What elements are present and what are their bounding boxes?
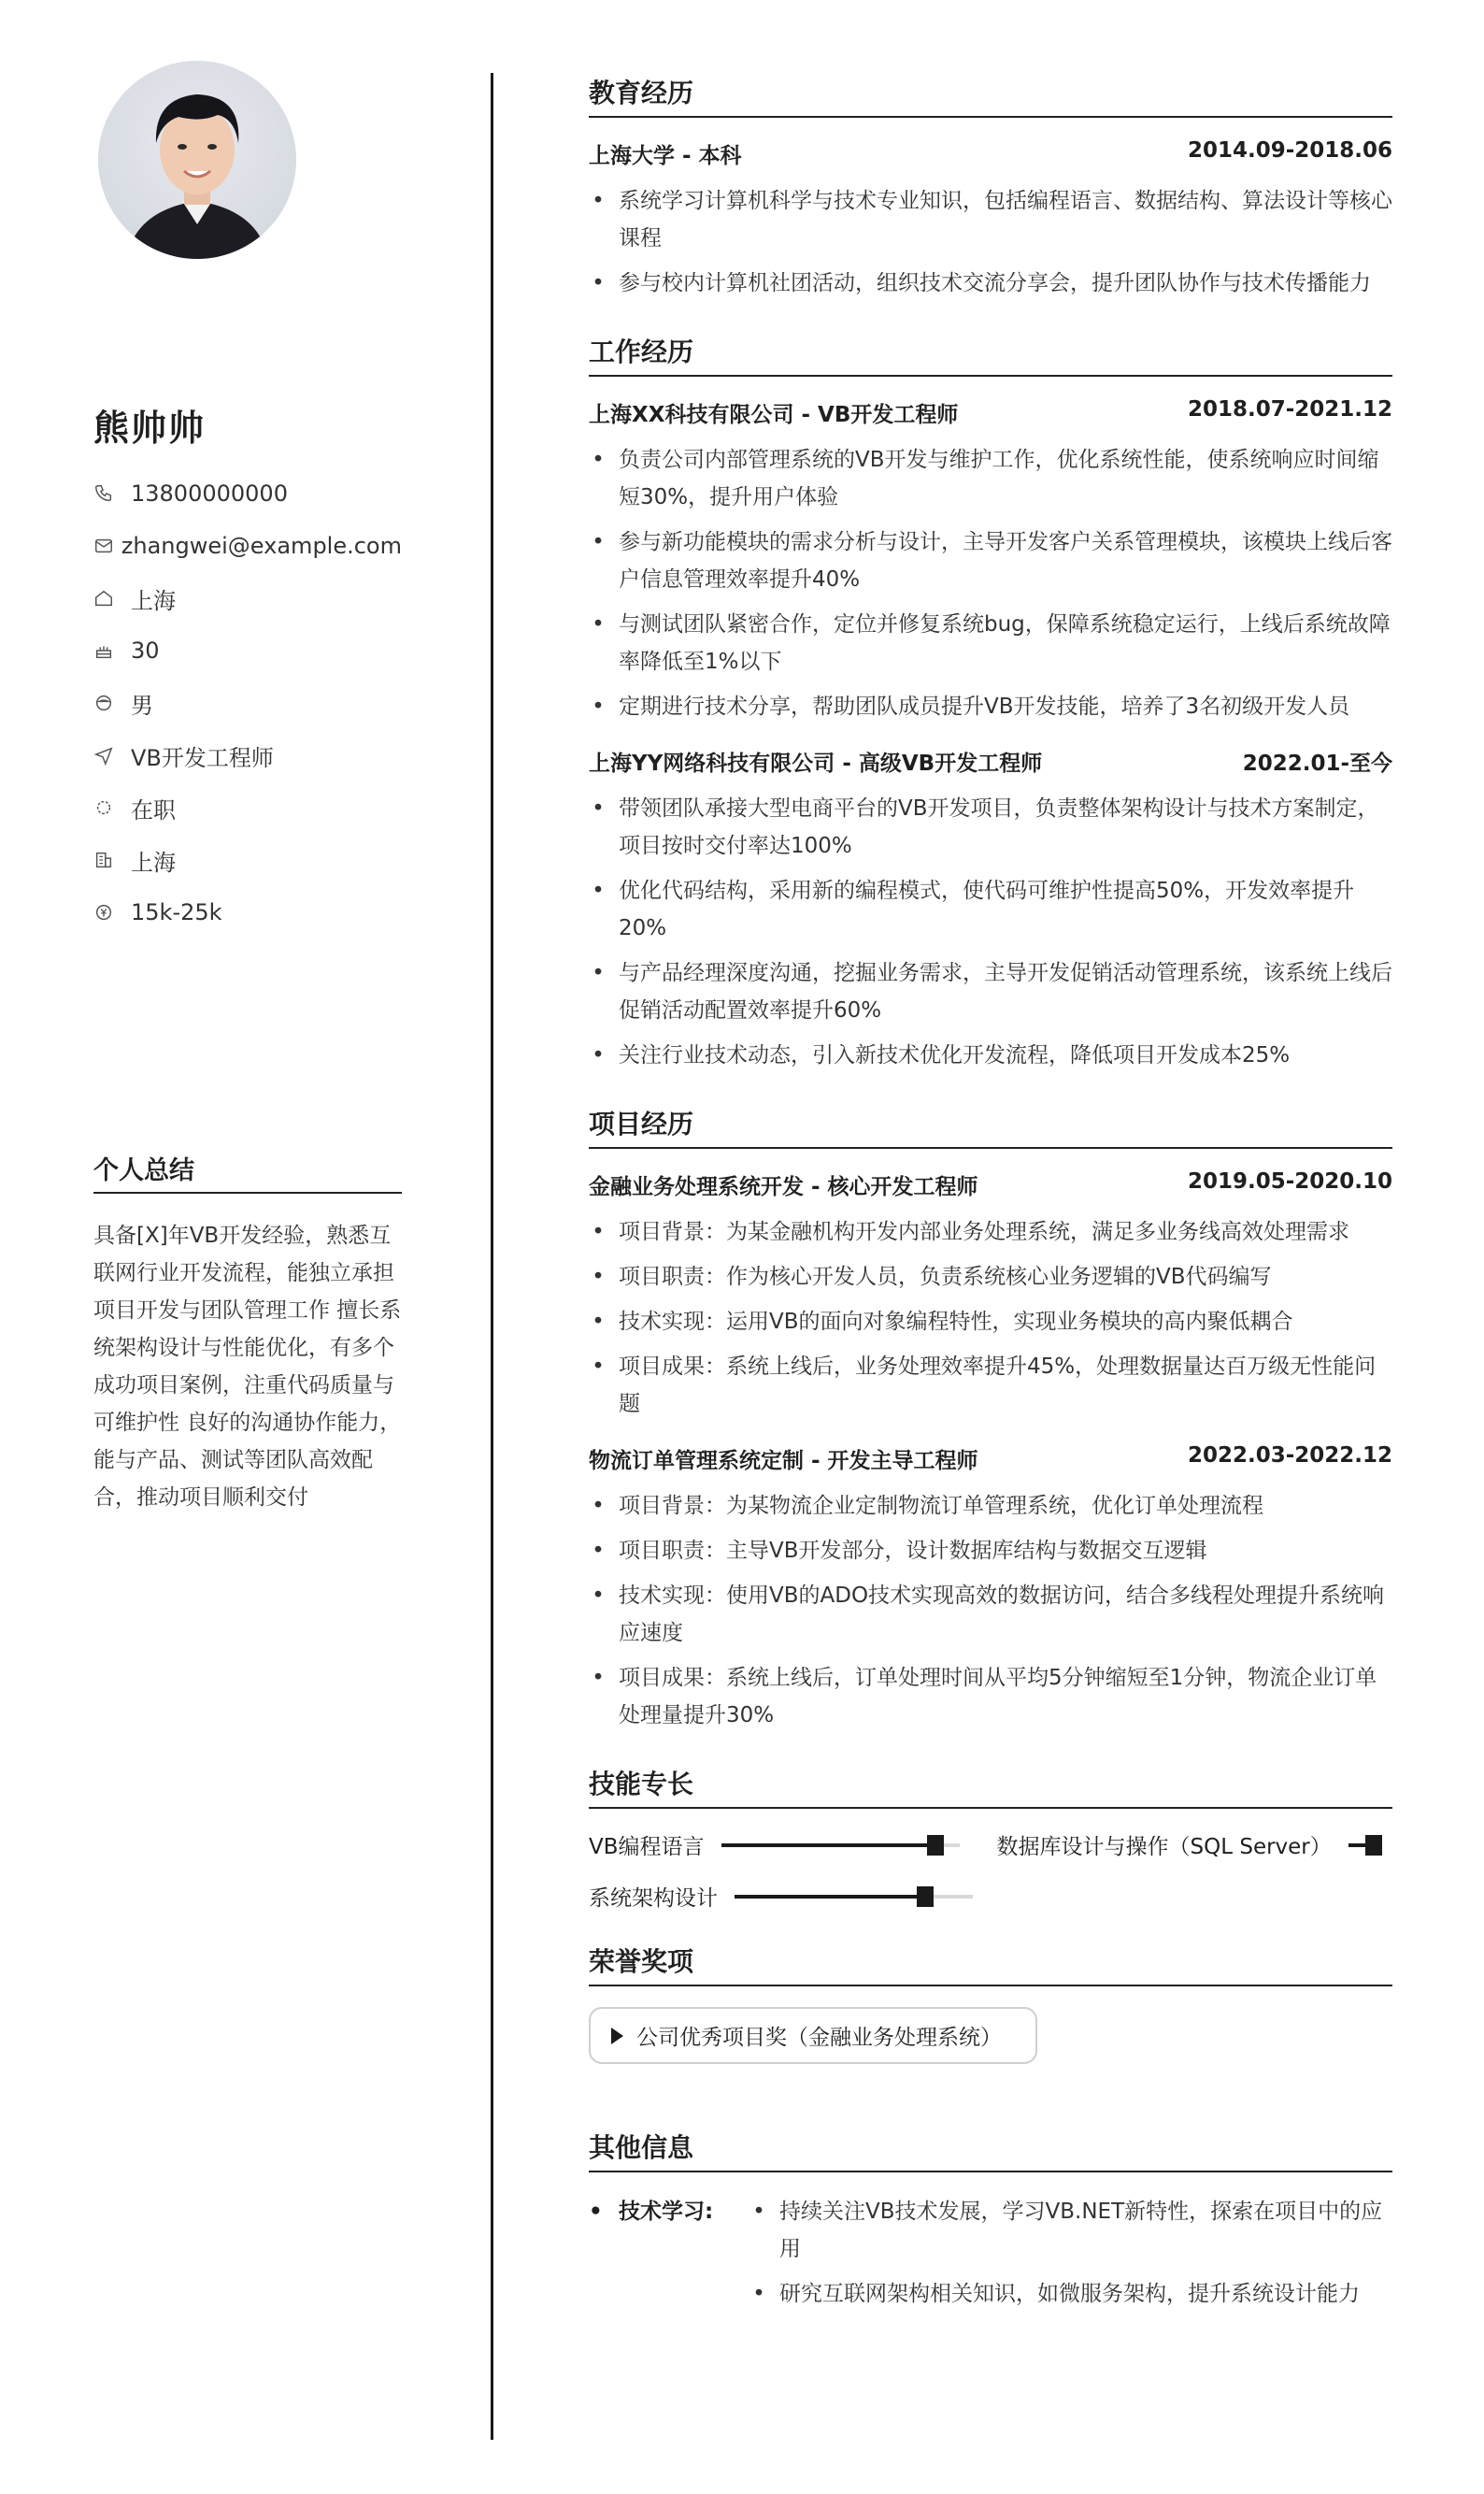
info-phone xyxy=(93,467,402,520)
avatar xyxy=(98,61,296,259)
bullet-item: • 技术实现：运用VB的面向对象编程特性，实现业务模块的高内聚低耦合 xyxy=(589,1303,1392,1340)
entry-name: 物流订单管理系统定制 - 开发主导工程师 xyxy=(589,1449,978,1473)
bullet-item: • 定期进行技术分享，帮助团队成员提升VB开发技能，培养了3名初级开发人员 xyxy=(589,688,1392,725)
skill-item xyxy=(997,1829,1377,1860)
send-icon xyxy=(93,745,131,766)
phone-text: 13800000000 xyxy=(131,480,288,507)
info-city xyxy=(93,834,402,886)
salary-icon xyxy=(93,902,131,923)
column-divider xyxy=(491,73,493,2440)
avatar-photo-icon xyxy=(98,61,296,259)
contact-info xyxy=(93,467,402,939)
entry-date: 2022.01-至今 xyxy=(1242,752,1392,776)
email-text: zhangwei@example.com xyxy=(121,533,402,559)
cake-icon xyxy=(93,640,131,661)
skills-section xyxy=(589,1764,1392,1912)
position-text: VB开发工程师 xyxy=(131,744,274,771)
bullet-item: • 关注行业技术动态，引入新技术优化开发流程，降低项目开发成本25% xyxy=(589,1037,1392,1074)
home-icon xyxy=(93,588,131,609)
entry-name: 上海XX科技有限公司 - VB开发工程师 xyxy=(589,403,959,427)
status-text: 在职 xyxy=(131,796,176,824)
project-entry xyxy=(589,1169,1392,1423)
bullet-item: • 持续关注VB技术发展，学习VB.NET新特性，探索在项目中的应用 xyxy=(749,2193,1392,2268)
bullet-item: • 参与新功能模块的需求分析与设计，主导开发客户关系管理模块，该模块上线后客户信息管理效率提升40% xyxy=(589,523,1392,598)
info-position xyxy=(93,729,402,781)
entry-date: 2014.09-2018.06 xyxy=(1187,138,1392,163)
bullet-item: • 与产品经理深度沟通，挖掘业务需求，主导开发促销活动管理系统，该系统上线后促销活动配置效率提升60% xyxy=(589,954,1392,1029)
gender-icon xyxy=(93,693,131,713)
awards-title: 荣誉奖项 xyxy=(589,1942,1392,1986)
education-section xyxy=(589,73,1392,302)
age-text: 30 xyxy=(131,638,160,664)
skill-bar xyxy=(721,1843,960,1847)
building-icon xyxy=(93,850,131,870)
other-label: • 技术学习: xyxy=(589,2193,749,2320)
bullet-item: • 负责公司内部管理系统的VB开发与维护工作，优化系统性能，使系统响应时间缩短30%，提升用户体验 xyxy=(589,441,1392,516)
work-entry xyxy=(589,397,1392,725)
info-location xyxy=(93,572,402,624)
bullet-item: • 项目职责：主导VB开发部分，设计数据库结构与数据交互逻辑 xyxy=(589,1532,1392,1570)
work-section xyxy=(589,332,1392,1074)
projects-title: 项目经历 xyxy=(589,1104,1392,1149)
work-entry xyxy=(589,746,1392,1074)
awards-section xyxy=(589,1942,1392,2098)
entry-name: 上海大学 - 本科 xyxy=(589,144,742,168)
skill-bar-fill xyxy=(721,1843,936,1847)
info-status xyxy=(93,781,402,834)
other-list xyxy=(749,2193,1392,2320)
person-name: 熊帅帅 xyxy=(93,408,207,449)
info-email xyxy=(93,520,402,572)
skill-name: 系统架构设计 xyxy=(589,1886,718,1911)
skill-bar-knob xyxy=(1365,1835,1382,1856)
location-text: 上海 xyxy=(131,587,176,614)
bullet-item: • 带领团队承接大型电商平台的VB开发项目，负责整体架构设计与技术方案制定，项目按时交付率达100% xyxy=(589,790,1392,865)
info-age xyxy=(93,624,402,677)
entry-date: 2018.07-2021.12 xyxy=(1187,397,1392,422)
bullet-item: • 研究互联网架构相关知识，如微服务架构，提升系统设计能力 xyxy=(749,2275,1392,2313)
project-entry xyxy=(589,1443,1392,1734)
bullet-item: • 技术实现：使用VB的ADO技术实现高效的数据访问，结合多线程处理提升系统响应速度 xyxy=(589,1577,1392,1652)
bullet-item: • 项目成果：系统上线后，业务处理效率提升45%，处理数据量达百万级无性能问题 xyxy=(589,1348,1392,1423)
bullet-item: • 优化代码结构，采用新的编程模式，使代码可维护性提高50%，开发效率提升20% xyxy=(589,872,1392,947)
entry-name: 金融业务处理系统开发 - 核心开发工程师 xyxy=(589,1175,978,1199)
work-title: 工作经历 xyxy=(589,332,1392,377)
entry-date: 2019.05-2020.10 xyxy=(1187,1169,1392,1194)
city-text: 上海 xyxy=(131,849,176,876)
education-title: 教育经历 xyxy=(589,73,1392,118)
other-title: 其他信息 xyxy=(589,2128,1392,2172)
summary-title: 个人总结 xyxy=(93,1150,402,1194)
award-text: 公司优秀项目奖（金融业务处理系统） xyxy=(636,2026,1002,2050)
skill-bar-fill xyxy=(735,1895,925,1899)
skill-item xyxy=(589,1829,960,1860)
skills-title: 技能专长 xyxy=(589,1764,1392,1809)
bullet-item: • 项目职责：作为核心开发人员，负责系统核心业务逻辑的VB代码编写 xyxy=(589,1258,1392,1296)
skill-bar-knob xyxy=(927,1835,944,1856)
status-icon xyxy=(93,797,131,818)
entry-date: 2022.03-2022.12 xyxy=(1187,1443,1392,1468)
education-entry xyxy=(589,138,1392,302)
right-column xyxy=(589,73,1392,2350)
skill-name: VB编程语言 xyxy=(589,1835,705,1859)
mail-icon xyxy=(93,536,121,556)
bullet-item: • 系统学习计算机科学与技术专业知识，包括编程语言、数据结构、算法设计等核心课程 xyxy=(589,182,1392,257)
phone-icon xyxy=(93,483,131,504)
skill-name: 数据库设计与操作（SQL Server） xyxy=(996,1835,1332,1859)
bullet-item: • 项目背景：为某金融机构开发内部业务处理系统，满足多业务线高效处理需求 xyxy=(589,1213,1392,1251)
info-gender xyxy=(93,677,402,729)
play-icon xyxy=(611,2028,623,2044)
entry-name: 上海YY网络科技有限公司 - 高级VB开发工程师 xyxy=(589,752,1043,776)
summary-text: 具备[X]年VB开发经验，熟悉互联网行业开发流程，能独立承担项目开发与团队管理工作 擅长系统架构设计与性能优化，有多个成功项目案例，注重代码质量与可维护性 良好的沟通协作能力，能与产品、测试等团队高效配合，推动项目顺利交付 xyxy=(93,1224,402,1510)
projects-section xyxy=(589,1104,1392,1734)
award-item[interactable] xyxy=(589,2007,1037,2064)
gender-text: 男 xyxy=(131,692,153,719)
salary-text: 15k-25k xyxy=(131,899,222,925)
bullet-item: • 项目背景：为某物流企业定制物流订单管理系统，优化订单处理流程 xyxy=(589,1487,1392,1525)
skill-item xyxy=(589,1881,973,1912)
other-section xyxy=(589,2128,1392,2320)
bullet-item: • 参与校内计算机社团活动，组织技术交流分享会，提升团队协作与技术传播能力 xyxy=(589,265,1392,302)
skill-bar xyxy=(1348,1843,1377,1847)
other-row xyxy=(589,2193,1392,2320)
bullet-item: • 与测试团队紧密合作，定位并修复系统bug，保障系统稳定运行，上线后系统故障率降低至1%以下 xyxy=(589,606,1392,681)
skill-bar-knob xyxy=(917,1886,934,1907)
bullet-item: • 项目成果：系统上线后，订单处理时间从平均5分钟缩短至1分钟，物流企业订单处理量提升30% xyxy=(589,1659,1392,1734)
info-salary xyxy=(93,886,402,939)
skill-bar xyxy=(735,1895,973,1899)
